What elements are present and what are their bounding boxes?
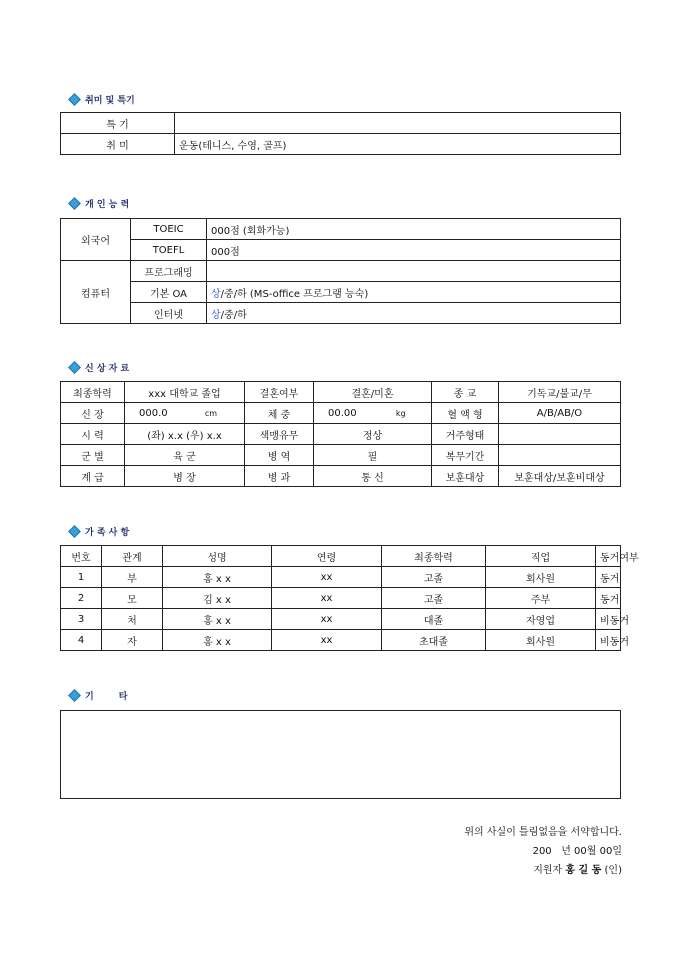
table-row bbox=[61, 219, 621, 240]
height-value bbox=[125, 403, 245, 424]
section-title-ability bbox=[70, 197, 129, 210]
table-cell: 1 bbox=[61, 567, 102, 588]
military-branch-value: 육 군 bbox=[125, 445, 245, 466]
profile-table bbox=[60, 381, 621, 487]
colorblind-value: 정상 bbox=[314, 424, 432, 445]
etc-content-box bbox=[60, 710, 621, 799]
weight-value bbox=[314, 403, 432, 424]
table-cell: 대졸 bbox=[382, 609, 486, 630]
specialty-value: 통 신 bbox=[314, 466, 432, 487]
table-cell: 비동거 bbox=[596, 630, 621, 651]
veteran-label: 보훈대상 bbox=[432, 466, 499, 487]
toefl-value: 000점 bbox=[207, 240, 621, 261]
table-cell: xx bbox=[272, 630, 382, 651]
table-cell: 회사원 bbox=[486, 630, 596, 651]
height-number: 000.0 bbox=[139, 407, 168, 419]
education-label: 최종학력 bbox=[61, 382, 125, 403]
family-title-text: 가 족 사 항 bbox=[85, 528, 130, 538]
column-header: 번호 bbox=[61, 546, 102, 567]
military-status-value: 필 bbox=[314, 445, 432, 466]
height-unit: cm bbox=[204, 408, 218, 418]
table-cell: xx bbox=[272, 609, 382, 630]
service-period-label: 복무기간 bbox=[432, 445, 499, 466]
table-row bbox=[61, 445, 621, 466]
etc-title-text: 기 타 bbox=[85, 692, 128, 702]
table-cell: 홍 x x bbox=[163, 609, 272, 630]
family-table bbox=[60, 545, 639, 651]
table-row bbox=[61, 630, 621, 651]
specialty-label: 병 과 bbox=[245, 466, 314, 487]
table-row bbox=[61, 609, 621, 630]
table-cell: 3 bbox=[61, 609, 102, 630]
internet-level-highlight: 상 bbox=[211, 309, 221, 321]
table-row bbox=[61, 382, 621, 403]
column-header: 관계 bbox=[102, 546, 163, 567]
seal-mark: (인) bbox=[604, 865, 622, 876]
family-header-row bbox=[61, 546, 621, 567]
military-branch-label: 군 별 bbox=[61, 445, 125, 466]
table-row bbox=[61, 261, 621, 282]
programming-value bbox=[207, 261, 621, 282]
eyesight-value: (좌) x.x (우) x.x bbox=[125, 424, 245, 445]
toeic-value: 000점 (회화가능) bbox=[207, 219, 621, 240]
table-cell: 홍 x x bbox=[163, 567, 272, 588]
oa-level-highlight: 상 bbox=[211, 288, 221, 300]
blood-type-value: A/B/AB/O bbox=[499, 403, 621, 424]
table-cell: 처 bbox=[102, 609, 163, 630]
diamond-bullet-icon bbox=[68, 93, 81, 106]
column-header: 연령 bbox=[272, 546, 382, 567]
internet-level-rest: /중/하 bbox=[220, 309, 247, 321]
table-row bbox=[61, 588, 621, 609]
table-row bbox=[61, 134, 621, 155]
section-title-hobby bbox=[70, 93, 135, 106]
internet-label: 인터넷 bbox=[131, 303, 207, 324]
table-cell: 고졸 bbox=[382, 588, 486, 609]
computer-label: 컴퓨터 bbox=[61, 261, 131, 324]
table-cell: 회사원 bbox=[486, 567, 596, 588]
table-cell: 초대졸 bbox=[382, 630, 486, 651]
internet-value bbox=[207, 303, 621, 324]
table-row bbox=[61, 567, 621, 588]
table-cell: xx bbox=[272, 588, 382, 609]
diamond-bullet-icon bbox=[68, 361, 81, 374]
table-cell: 주부 bbox=[486, 588, 596, 609]
programming-label: 프로그래밍 bbox=[131, 261, 207, 282]
hobby-title-text: 취미 및 특기 bbox=[85, 96, 135, 106]
pledge-statement: 위의 사실이 틀림없음을 서약합니다. bbox=[464, 827, 622, 838]
table-cell: 김 x x bbox=[163, 588, 272, 609]
table-cell: 비동거 bbox=[596, 609, 621, 630]
religion-label: 종 교 bbox=[432, 382, 499, 403]
diamond-bullet-icon bbox=[68, 689, 81, 702]
table-row bbox=[61, 240, 621, 261]
table-cell: 동거 bbox=[596, 588, 621, 609]
ability-title-text: 개 인 능 력 bbox=[85, 200, 130, 210]
residence-value bbox=[499, 424, 621, 445]
blood-type-label: 혈 액 형 bbox=[432, 403, 499, 424]
oa-value bbox=[207, 282, 621, 303]
table-cell: xx bbox=[272, 567, 382, 588]
weight-unit: kg bbox=[395, 408, 406, 418]
table-cell: 자 bbox=[102, 630, 163, 651]
section-title-etc bbox=[70, 689, 127, 702]
table-cell: 동거 bbox=[596, 567, 621, 588]
column-header: 성명 bbox=[163, 546, 272, 567]
weight-number: 00.00 bbox=[328, 407, 357, 419]
column-header: 최종학력 bbox=[382, 546, 486, 567]
table-cell: 2 bbox=[61, 588, 102, 609]
table-cell: 고졸 bbox=[382, 567, 486, 588]
toefl-label: TOEFL bbox=[131, 240, 207, 261]
table-cell: 모 bbox=[102, 588, 163, 609]
table-row bbox=[61, 466, 621, 487]
veteran-value: 보훈대상/보훈비대상 bbox=[499, 466, 621, 487]
ability-table bbox=[60, 218, 621, 324]
toeic-label: TOEIC bbox=[131, 219, 207, 240]
section-title-profile bbox=[70, 361, 129, 374]
table-row bbox=[61, 303, 621, 324]
column-header: 직업 bbox=[486, 546, 596, 567]
residence-label: 거주형태 bbox=[432, 424, 499, 445]
weight-label: 체 중 bbox=[245, 403, 314, 424]
colorblind-label: 색맹유무 bbox=[245, 424, 314, 445]
rank-value: 병 장 bbox=[125, 466, 245, 487]
table-row bbox=[61, 113, 621, 134]
height-label: 신 장 bbox=[61, 403, 125, 424]
religion-value: 기독교/불교/무 bbox=[499, 382, 621, 403]
oa-level-rest: /중/하 (MS-office 프로그램 능숙) bbox=[220, 288, 369, 300]
education-value: xxx 대학교 졸업 bbox=[125, 382, 245, 403]
table-row bbox=[61, 282, 621, 303]
applicant-name: 홍 길 동 bbox=[565, 865, 602, 876]
table-cell: 홍 x x bbox=[163, 630, 272, 651]
table-cell: 자영업 bbox=[486, 609, 596, 630]
table-cell: 4 bbox=[61, 630, 102, 651]
signature-date: 200 년 00월 00일 bbox=[532, 846, 622, 857]
marital-label: 결혼여부 bbox=[245, 382, 314, 403]
diamond-bullet-icon bbox=[68, 525, 81, 538]
hobby-table bbox=[60, 112, 621, 155]
profile-title-text: 신 상 자 료 bbox=[85, 364, 130, 374]
table-row bbox=[61, 403, 621, 424]
table-row bbox=[61, 424, 621, 445]
foreign-language-label: 외국어 bbox=[61, 219, 131, 261]
hobby-label: 취 미 bbox=[61, 134, 175, 155]
oa-label: 기본 OA bbox=[131, 282, 207, 303]
applicant-signature bbox=[533, 861, 622, 876]
applicant-label: 지원자 bbox=[533, 865, 563, 876]
rank-label: 계 급 bbox=[61, 466, 125, 487]
hobby-label: 특 기 bbox=[61, 113, 175, 134]
marital-value: 결혼/미혼 bbox=[314, 382, 432, 403]
service-period-value bbox=[499, 445, 621, 466]
military-status-label: 병 역 bbox=[245, 445, 314, 466]
section-title-family bbox=[70, 525, 129, 538]
table-cell: 부 bbox=[102, 567, 163, 588]
eyesight-label: 시 력 bbox=[61, 424, 125, 445]
diamond-bullet-icon bbox=[68, 197, 81, 210]
hobby-value: 운동(테니스, 수영, 골프) bbox=[175, 134, 621, 155]
column-header: 동거여부 bbox=[596, 546, 621, 567]
hobby-value bbox=[175, 113, 621, 134]
